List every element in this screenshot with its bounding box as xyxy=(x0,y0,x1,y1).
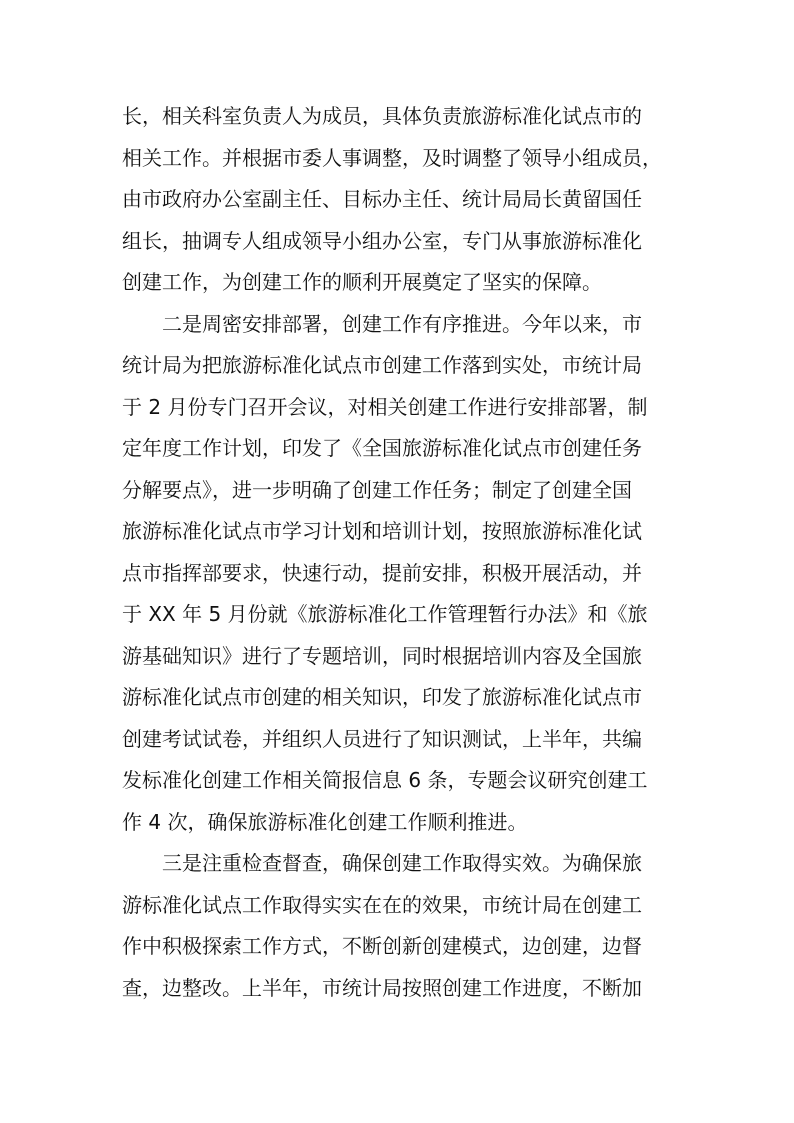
text-line: 定年度工作计划，印发了《全国旅游标准化试点市创建任务 xyxy=(122,436,642,460)
text-line: 游标准化试点市创建的相关知识，印发了旅游标准化试点市 xyxy=(122,685,642,709)
text-line: 旅游标准化试点市学习计划和培训计划，按照旅游标准化试 xyxy=(122,519,642,543)
text-line: 发标准化创建工作相关简报信息 6 条，专题会议研究创建工 xyxy=(122,768,648,792)
text-line: 统计局为把旅游标准化试点市创建工作落到实处，市统计局 xyxy=(122,353,642,377)
text-line: 由市政府办公室副主任、目标办主任、统计局局长黄留国任 xyxy=(122,187,642,211)
text-line: 于 XX 年 5 月份就《旅游标准化工作管理暂行办法》和《旅 xyxy=(122,602,648,626)
text-line: 查，边整改。上半年，市统计局按照创建工作进度，不断加 xyxy=(122,975,642,1000)
text-line: 点市指挥部要求，快速行动，提前安排，积极开展活动，并 xyxy=(122,560,642,585)
paragraph-first-line: 二是周密安排部署，创建工作有序推进。今年以来，市 xyxy=(162,311,642,336)
text-line: 创建考试试卷，并组织人员进行了知识测试，上半年，共编 xyxy=(122,726,642,751)
text-line: 相关工作。并根据市委人事调整，及时调整了领导小组成员， xyxy=(122,145,662,170)
text-line: 创建工作，为创建工作的顺利开展奠定了坚实的保障。 xyxy=(122,270,602,294)
text-line: 作中积极探索工作方式，不断创新创建模式，边创建，边督 xyxy=(122,934,642,958)
text-line: 游基础知识》进行了专题培训，同时根据培训内容及全国旅 xyxy=(122,643,642,668)
text-line: 游标准化试点工作取得实实在在的效果，市统计局在创建工 xyxy=(122,892,642,917)
text-line: 于 2 月份专门召开会议，对相关创建工作进行安排部署，制 xyxy=(122,394,648,419)
paragraph-first-line: 三是注重检查督查，确保创建工作取得实效。为确保旅 xyxy=(162,851,642,875)
text-line: 组长，抽调专人组成领导小组办公室，专门从事旅游标准化 xyxy=(122,228,642,253)
document-body xyxy=(122,96,672,1009)
text-line: 分解要点》，进一步明确了创建工作任务；制定了创建全国 xyxy=(122,477,632,502)
text-line: 长，相关科室负责人为成员，具体负责旅游标准化试点市的 xyxy=(122,104,642,128)
text-line: 作 4 次，确保旅游标准化创建工作顺利推进。 xyxy=(122,809,528,834)
